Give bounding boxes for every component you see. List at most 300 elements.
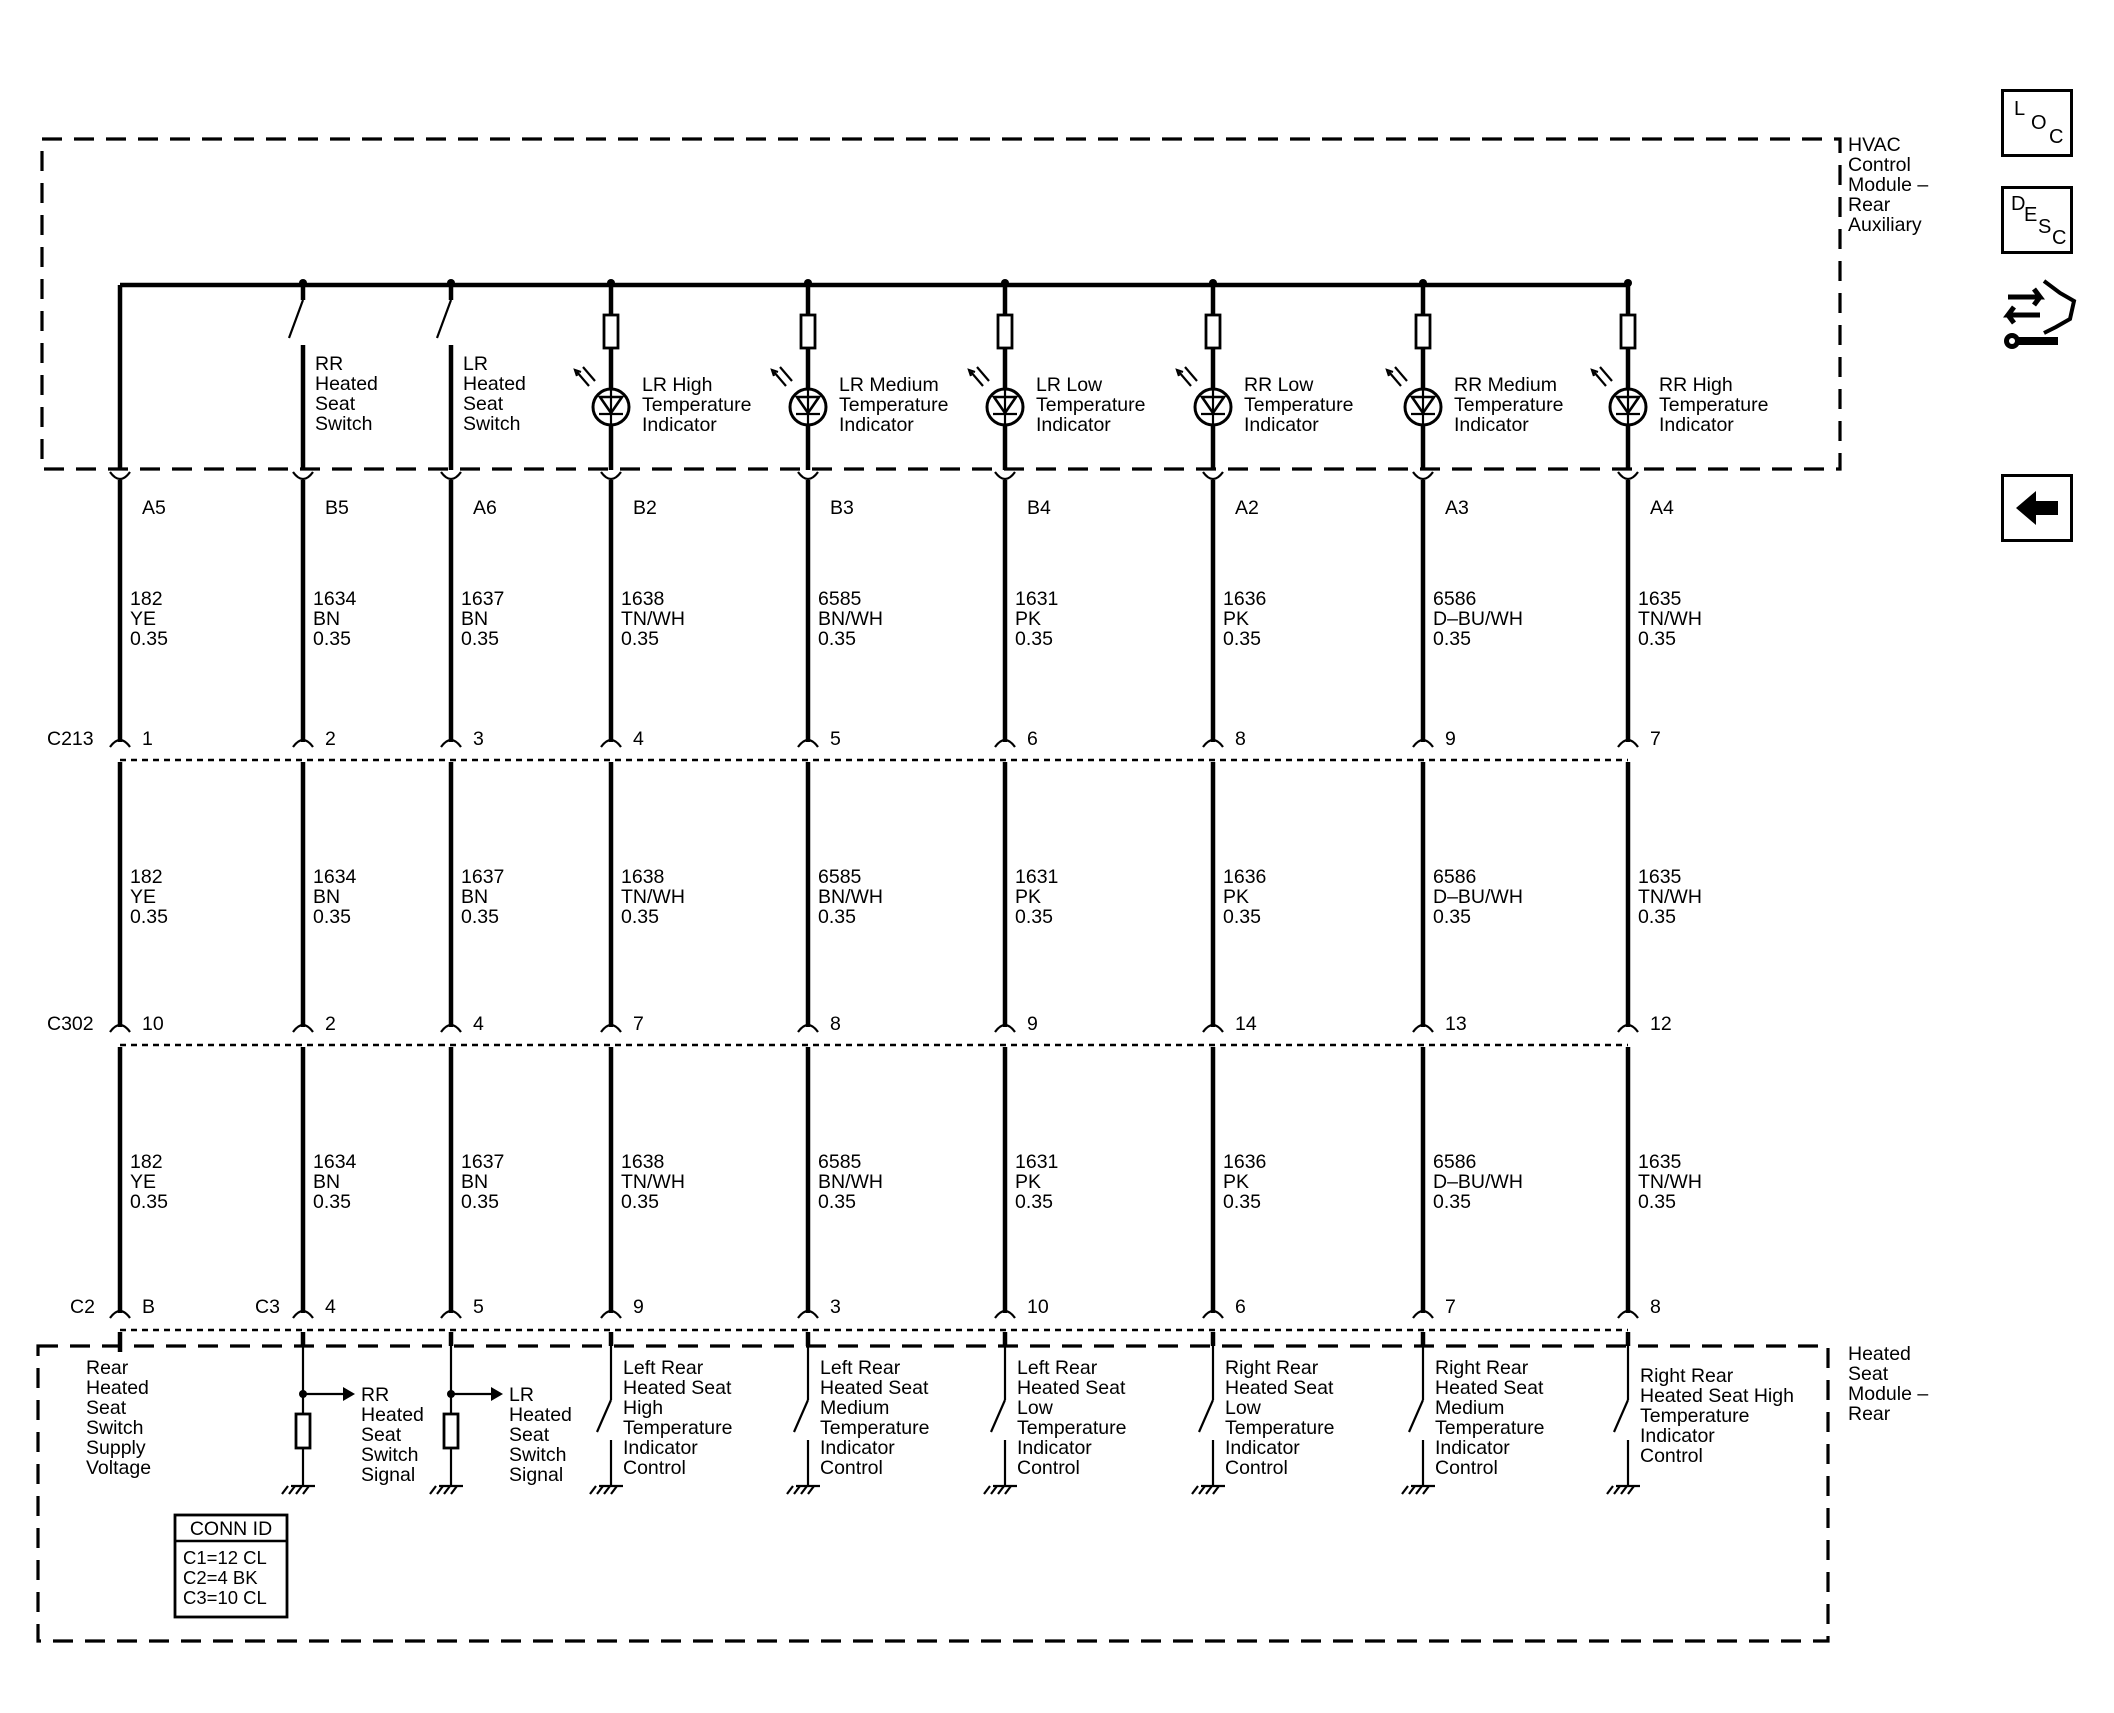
module-function-line: Indicator <box>1435 1437 1510 1459</box>
wire-label-line: 6586 <box>1433 866 1477 888</box>
circuit-4 <box>575 279 751 1494</box>
wire-label <box>313 588 357 650</box>
wire-label-line: 0.35 <box>621 906 659 928</box>
wire-label-line: 0.35 <box>1638 1191 1676 1213</box>
wire-label-line: 0.35 <box>313 1191 351 1213</box>
wire-label <box>130 588 168 650</box>
switch-label-line: Heated <box>463 373 526 395</box>
bottom-pin-label: B <box>142 1296 156 1318</box>
indicator-label-line: Temperature <box>1659 394 1769 416</box>
wire-label <box>1433 866 1523 928</box>
wire-label-line: 182 <box>130 1151 163 1173</box>
indicator-label-line: Temperature <box>1036 394 1146 416</box>
circuit-9 <box>1592 279 1794 1494</box>
wire-label-line: PK <box>1223 608 1250 630</box>
module-function-line: Switch <box>361 1444 419 1466</box>
svg-text:Module –: Module – <box>1848 174 1929 196</box>
signal-arrow-icon <box>491 1387 503 1401</box>
wire-label-line: 6585 <box>818 1151 862 1173</box>
c213-pin-label: 1 <box>142 728 153 750</box>
wire-label-line: TN/WH <box>621 886 685 908</box>
module-function-line: Medium <box>1435 1397 1505 1419</box>
indicator-label-line: RR Low <box>1244 374 1314 396</box>
indicator-label-line: LR Low <box>1036 374 1103 396</box>
indicator-led-icon <box>575 367 629 425</box>
bottom-pin-label: 8 <box>1650 1296 1661 1318</box>
module-function-label <box>1640 1365 1794 1467</box>
wire-label-line: BN/WH <box>818 1171 883 1193</box>
wire-label-line: 0.35 <box>313 628 351 650</box>
top-pin-label: A5 <box>142 497 166 519</box>
wire-label-line: 0.35 <box>621 628 659 650</box>
wire-label-line: 1631 <box>1015 588 1059 610</box>
top-pin-label: A2 <box>1235 497 1259 519</box>
wire-label-line: D–BU/WH <box>1433 886 1523 908</box>
top-pin-label: A3 <box>1445 497 1469 519</box>
wire-label-line: TN/WH <box>621 608 685 630</box>
desc-letter: C <box>2052 227 2067 249</box>
module-function-line: Seat <box>86 1397 127 1419</box>
circuit-1 <box>86 285 168 1479</box>
wire-label-line: 0.35 <box>818 906 856 928</box>
module-function-line: Heated Seat <box>1225 1377 1334 1399</box>
wire-label-line: BN <box>461 1171 489 1193</box>
wire-label-line: 0.35 <box>1638 906 1676 928</box>
wire-label-line: 0.35 <box>1433 628 1471 650</box>
driver-switch <box>1409 1400 1423 1432</box>
wire-label-line: 0.35 <box>1015 906 1053 928</box>
module-function-line: Switch <box>86 1417 144 1439</box>
indicator-label <box>642 374 751 436</box>
module-function-line: LR <box>509 1384 534 1406</box>
c302-pin-label: 14 <box>1235 1013 1257 1035</box>
wire-label-line: 0.35 <box>1223 906 1261 928</box>
indicator-label <box>839 374 948 436</box>
wire-label <box>1638 588 1702 650</box>
wire-label-line: 0.35 <box>1015 628 1053 650</box>
module-function-line: Left Rear <box>623 1357 704 1379</box>
wire-label-line: 182 <box>130 588 163 610</box>
wire-label <box>1433 1151 1523 1213</box>
driver-switch <box>1614 1400 1628 1432</box>
module-function-line: Signal <box>361 1464 416 1486</box>
wire-label-line: 1638 <box>621 1151 665 1173</box>
wire-label-line: 0.35 <box>461 906 499 928</box>
module-function-line: Control <box>623 1457 686 1479</box>
wire-label-line: BN/WH <box>818 608 883 630</box>
circuit-3 <box>430 279 572 1494</box>
switch-contact <box>437 300 451 338</box>
wire-label-line: TN/WH <box>1638 1171 1702 1193</box>
module-function-label <box>509 1384 572 1486</box>
driver-switch <box>1199 1400 1213 1432</box>
bottom-pin-label: 9 <box>633 1296 644 1318</box>
back-arrow-icon <box>2004 477 2070 539</box>
resistor <box>1621 315 1635 348</box>
location-button[interactable] <box>2001 89 2073 157</box>
signal-arrow-icon <box>343 1387 355 1401</box>
back-button[interactable] <box>2001 474 2073 542</box>
wire-label-line: 0.35 <box>130 906 168 928</box>
indicator-label-line: RR Medium <box>1454 374 1557 396</box>
module-function-line: Control <box>820 1457 883 1479</box>
module-function-label <box>820 1357 929 1479</box>
indicator-led-icon <box>1387 367 1441 425</box>
indicator-label-line: Temperature <box>1244 394 1354 416</box>
heated-seat-module-box <box>38 1346 1828 1641</box>
loc-letter: O <box>2031 112 2047 134</box>
top-pin-label: B3 <box>830 497 854 519</box>
conn-id-row: C1=12 CL <box>183 1547 267 1568</box>
wire-label-line: 0.35 <box>130 628 168 650</box>
resistor <box>604 315 618 348</box>
wire-label-line: BN <box>313 886 341 908</box>
wire-label-line: 0.35 <box>461 628 499 650</box>
circuit-2 <box>282 279 424 1494</box>
module-function-line: Seat <box>509 1424 550 1446</box>
module-function-line: Medium <box>820 1397 890 1419</box>
indicator-led-icon <box>1592 367 1646 425</box>
wire-label-line: 1638 <box>621 588 665 610</box>
c302-pin-label: 9 <box>1027 1013 1038 1035</box>
indicator-label-line: Temperature <box>642 394 752 416</box>
wire-label-line: 1636 <box>1223 866 1267 888</box>
module-function-line: Heated <box>361 1404 424 1426</box>
resistor <box>1416 315 1430 348</box>
indicator-led-icon <box>969 367 1023 425</box>
indicator-label <box>1659 374 1768 436</box>
connector-c302-label: C302 <box>47 1013 94 1035</box>
indicator-label-line: LR High <box>642 374 713 396</box>
wire-label-line: 0.35 <box>130 1191 168 1213</box>
indicator-label-line: Indicator <box>1454 414 1529 436</box>
svg-text:Module –: Module – <box>1848 1383 1929 1405</box>
wire-label <box>818 1151 883 1213</box>
top-pin-label: A6 <box>473 497 497 519</box>
bottom-pin-label: 7 <box>1445 1296 1456 1318</box>
wire-label <box>621 588 685 650</box>
wire-label-line: TN/WH <box>1638 886 1702 908</box>
circuit-6 <box>969 279 1145 1494</box>
conn-id-row: C2=4 BK <box>183 1567 258 1588</box>
resistor <box>801 315 815 348</box>
wire-label-line: PK <box>1223 1171 1250 1193</box>
c302-pin-label: 2 <box>325 1013 336 1035</box>
wire-label <box>1638 1151 1702 1213</box>
indicator-label-line: Indicator <box>1244 414 1319 436</box>
module-function-label <box>1225 1357 1334 1479</box>
wire-label-line: PK <box>1015 886 1042 908</box>
module-function-line: Indicator <box>1017 1437 1092 1459</box>
module-function-line: Temperature <box>623 1417 733 1439</box>
module-function-line: Temperature <box>820 1417 930 1439</box>
pull-down-resistor <box>296 1414 310 1448</box>
wire-label-line: 0.35 <box>1433 1191 1471 1213</box>
wire-label-line: D–BU/WH <box>1433 1171 1523 1193</box>
indicator-label-line: Indicator <box>1659 414 1734 436</box>
module-function-line: High <box>623 1397 664 1419</box>
wire-label-line: 0.35 <box>1433 906 1471 928</box>
wire-label-line: 1635 <box>1638 588 1682 610</box>
top-pin-label: B2 <box>633 497 657 519</box>
wire-label-line: 1637 <box>461 1151 505 1173</box>
module-function-line: Switch <box>509 1444 567 1466</box>
wire-label <box>621 1151 685 1213</box>
wire-label <box>1223 588 1266 650</box>
svg-text:Auxiliary: Auxiliary <box>1848 214 1922 236</box>
wire-label <box>1015 866 1058 928</box>
desc-letter: E <box>2024 204 2038 226</box>
module-function-line: Right Rear <box>1435 1357 1529 1379</box>
c302-pin-label: 7 <box>633 1013 644 1035</box>
c302-pin-label: 10 <box>142 1013 164 1035</box>
wire-label <box>1015 1151 1058 1213</box>
wire-label <box>313 1151 357 1213</box>
driver-switch <box>597 1400 611 1432</box>
module-function-line: Temperature <box>1435 1417 1545 1439</box>
module-function-line: RR <box>361 1384 390 1406</box>
indicator-label <box>1454 374 1563 436</box>
module-function-label <box>361 1384 424 1486</box>
wire-label-line: 1635 <box>1638 1151 1682 1173</box>
wire-label-line: 0.35 <box>1223 1191 1261 1213</box>
bottom-pin-label: 6 <box>1235 1296 1246 1318</box>
c213-pin-label: 9 <box>1445 728 1456 750</box>
switch-label-line: Switch <box>463 413 521 435</box>
module-function-line: Right Rear <box>1640 1365 1734 1387</box>
wire-label <box>818 866 883 928</box>
wire-label-line: 1637 <box>461 866 505 888</box>
switch-label-line: Heated <box>315 373 378 395</box>
bottom-pin-label: 5 <box>473 1296 484 1318</box>
wire-label-line: 0.35 <box>818 628 856 650</box>
module-function-line: Seat <box>361 1424 402 1446</box>
c302-pin-label: 13 <box>1445 1013 1467 1035</box>
wire-label-line: 6585 <box>818 866 862 888</box>
conn-id-table <box>175 1515 287 1617</box>
wire-label-line: 1636 <box>1223 588 1267 610</box>
wire-label-line: 0.35 <box>1223 628 1261 650</box>
wire-label-line: 0.35 <box>461 1191 499 1213</box>
top-pin-label: B4 <box>1027 497 1051 519</box>
wire-label-line: TN/WH <box>1638 608 1702 630</box>
desc-letter: D <box>2011 193 2026 215</box>
wire-label-line: BN <box>461 608 489 630</box>
wire-label-line: PK <box>1015 608 1042 630</box>
top-pin-label: A4 <box>1650 497 1674 519</box>
bottom-pin-label: 4 <box>325 1296 336 1318</box>
module-function-line: Temperature <box>1640 1405 1750 1427</box>
module-function-line: Heated Seat High <box>1640 1385 1794 1407</box>
wire-label-line: D–BU/WH <box>1433 608 1523 630</box>
circuit-5 <box>772 279 948 1494</box>
switch-label-line: Switch <box>315 413 373 435</box>
wire-label <box>1223 1151 1266 1213</box>
resistor <box>1206 315 1220 348</box>
schematic-wrench-icon[interactable] <box>2000 275 2080 360</box>
indicator-label-line: RR High <box>1659 374 1733 396</box>
module-function-line: Temperature <box>1225 1417 1335 1439</box>
wire-label-line: PK <box>1015 1171 1042 1193</box>
module-function-line: Control <box>1435 1457 1498 1479</box>
switch-label-line: Seat <box>315 393 356 415</box>
wire-label-line: 182 <box>130 866 163 888</box>
svg-text:Rear: Rear <box>1848 1403 1891 1425</box>
module-function-label <box>1435 1357 1544 1479</box>
indicator-label-line: Indicator <box>839 414 914 436</box>
svg-text:HVAC: HVAC <box>1848 134 1901 156</box>
driver-switch <box>991 1400 1005 1432</box>
module-function-line: Heated Seat <box>820 1377 929 1399</box>
switch-label-line: LR <box>463 353 488 375</box>
switch-contact <box>289 300 303 338</box>
circuit-7 <box>1177 279 1353 1494</box>
switch-label-line: RR <box>315 353 344 375</box>
module-function-line: Voltage <box>86 1457 152 1479</box>
module-function-line: Left Rear <box>1017 1357 1098 1379</box>
module-function-line: Indicator <box>820 1437 895 1459</box>
connector-c2-label: C2 <box>70 1296 95 1318</box>
wire-label-line: BN <box>313 608 341 630</box>
c213-pin-label: 6 <box>1027 728 1038 750</box>
c213-pin-label: 3 <box>473 728 484 750</box>
circuit-8 <box>1387 279 1563 1494</box>
c302-pin-label: 4 <box>473 1013 484 1035</box>
wire-label-line: 0.35 <box>1638 628 1676 650</box>
wire-label <box>818 588 883 650</box>
bottom-pin-label: 3 <box>830 1296 841 1318</box>
c213-pin-label: 4 <box>633 728 644 750</box>
wire-label-line: YE <box>130 886 157 908</box>
wire-label-line: PK <box>1223 886 1250 908</box>
switch-label <box>315 353 378 435</box>
conn-id-title: CONN ID <box>189 1518 273 1540</box>
indicator-label <box>1244 374 1353 436</box>
wire-label <box>461 588 504 650</box>
driver-switch <box>794 1400 808 1432</box>
wire-label-line: TN/WH <box>621 1171 685 1193</box>
wire-label <box>130 866 168 928</box>
module-function-line: Right Rear <box>1225 1357 1319 1379</box>
c302-pin-label: 8 <box>830 1013 841 1035</box>
pull-down-resistor <box>444 1414 458 1448</box>
wire-label-line: 6586 <box>1433 588 1477 610</box>
module-function-line: Indicator <box>623 1437 698 1459</box>
conn-id-row: C3=10 CL <box>183 1587 267 1608</box>
hvac-module-title <box>1848 134 1928 236</box>
desc-letter: S <box>2038 216 2052 238</box>
wire-label <box>461 866 504 928</box>
wire-label-line: BN <box>313 1171 341 1193</box>
c213-pin-label: 8 <box>1235 728 1246 750</box>
wire-label-line: YE <box>130 1171 157 1193</box>
wire-label-line: 0.35 <box>621 1191 659 1213</box>
module-function-line: Low <box>1017 1397 1053 1419</box>
wire-label-line: 1634 <box>313 1151 357 1173</box>
wire-label-line: 1635 <box>1638 866 1682 888</box>
svg-text:Control: Control <box>1848 154 1911 176</box>
module-function-line: Temperature <box>1017 1417 1127 1439</box>
indicator-label-line: Indicator <box>1036 414 1111 436</box>
loc-letter: L <box>2014 98 2026 120</box>
wire-label <box>1015 588 1058 650</box>
wire-label <box>1433 588 1523 650</box>
resistor <box>998 315 1012 348</box>
wire-label <box>461 1151 504 1213</box>
module-function-line: Control <box>1017 1457 1080 1479</box>
module-function-line: Rear <box>86 1357 129 1379</box>
wire-label-line: 0.35 <box>818 1191 856 1213</box>
module-function-line: Heated Seat <box>1435 1377 1544 1399</box>
wire-label-line: 1636 <box>1223 1151 1267 1173</box>
wire-label <box>130 1151 168 1213</box>
module-function-line: Heated Seat <box>1017 1377 1126 1399</box>
wire-label-line: 1634 <box>313 588 357 610</box>
module-function-line: Indicator <box>1640 1425 1715 1447</box>
wire-label-line: 6586 <box>1433 1151 1477 1173</box>
module-function-line: Control <box>1640 1445 1703 1467</box>
c213-pin-label: 7 <box>1650 728 1661 750</box>
wire-label-line: 1634 <box>313 866 357 888</box>
wire-label-line: BN <box>461 886 489 908</box>
module-function-line: Heated Seat <box>623 1377 732 1399</box>
circuits-layer <box>86 279 1794 1494</box>
hvac-module-box <box>42 139 1840 469</box>
indicator-led-icon <box>1177 367 1231 425</box>
indicator-label-line: Indicator <box>642 414 717 436</box>
top-pin-label: B5 <box>325 497 349 519</box>
module-function-label <box>1017 1357 1126 1479</box>
wire-label-line: BN/WH <box>818 886 883 908</box>
svg-text:Seat: Seat <box>1848 1363 1889 1385</box>
indicator-led-icon <box>772 367 826 425</box>
module-function-line: Heated <box>86 1377 149 1399</box>
module-function-line: Control <box>1225 1457 1288 1479</box>
description-button[interactable] <box>2001 186 2073 254</box>
module-function-line: Signal <box>509 1464 564 1486</box>
switch-label-line: Seat <box>463 393 504 415</box>
svg-text:Heated: Heated <box>1848 1343 1911 1365</box>
wire-label-line: 0.35 <box>1015 1191 1053 1213</box>
heated-seat-module-title <box>1848 1343 1928 1425</box>
connector-c3-label: C3 <box>255 1296 280 1318</box>
wire-label-line: 1637 <box>461 588 505 610</box>
module-function-line: Left Rear <box>820 1357 901 1379</box>
wire-label-line: 1631 <box>1015 1151 1059 1173</box>
c213-pin-label: 2 <box>325 728 336 750</box>
c213-pin-label: 5 <box>830 728 841 750</box>
wire-label <box>313 866 357 928</box>
wire-label-line: YE <box>130 608 157 630</box>
wire-label <box>1223 866 1266 928</box>
connector-c213-label: C213 <box>47 728 94 750</box>
wire-label <box>1638 866 1702 928</box>
module-function-label <box>623 1357 732 1479</box>
wire-label-line: 1631 <box>1015 866 1059 888</box>
indicator-label-line: Temperature <box>839 394 949 416</box>
c302-pin-label: 12 <box>1650 1013 1672 1035</box>
bottom-pin-label: 10 <box>1027 1296 1049 1318</box>
wire-label <box>621 866 685 928</box>
indicator-label-line: LR Medium <box>839 374 939 396</box>
switch-label <box>463 353 526 435</box>
indicator-label <box>1036 374 1145 436</box>
module-function-line: Heated <box>509 1404 572 1426</box>
module-function-label <box>86 1357 151 1479</box>
module-function-line: Low <box>1225 1397 1261 1419</box>
module-function-line: Supply <box>86 1437 146 1459</box>
loc-letter: C <box>2049 126 2064 148</box>
